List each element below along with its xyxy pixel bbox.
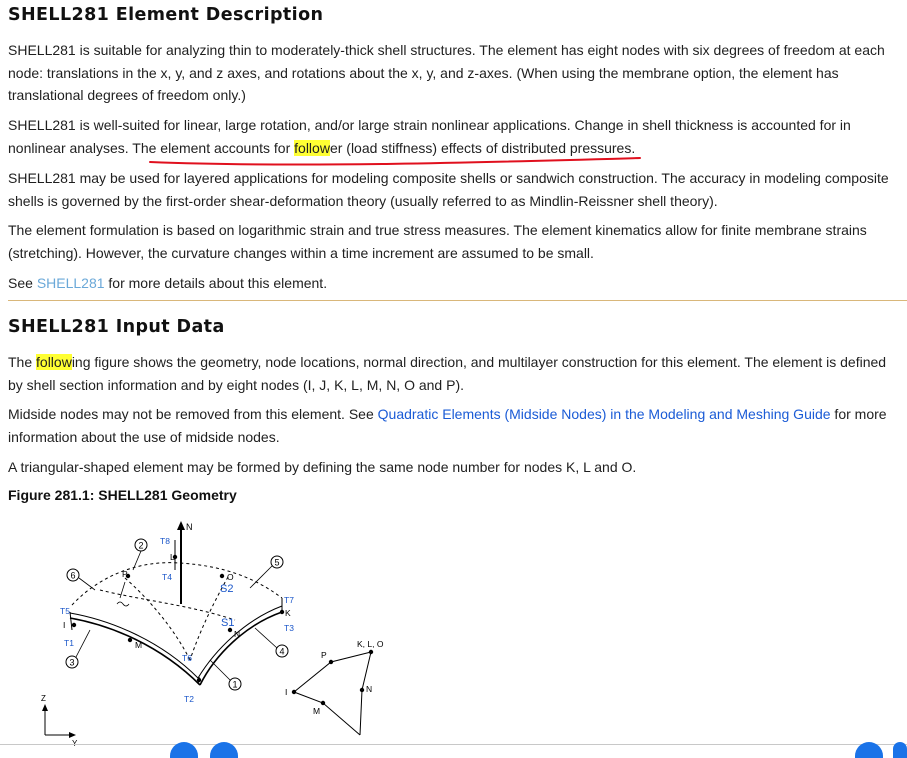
axis-label-z: Z [41,694,46,703]
paragraph-2-text-a: SHELL281 is well-suited for linear, large rotation, and/or large strain nonlinear applications. Change in shell thickness is accounted for in nonlinear analyses. The element accounts for [8,117,851,156]
y-arrow-icon [69,732,76,738]
paragraph-7-text-b: for more information about the use of midside nodes. [8,406,887,445]
label-p: P [122,569,128,579]
label-t1: T1 [64,638,74,648]
node-o [220,574,224,578]
paragraph-6-text-a: The [8,354,37,370]
label-o: O [227,572,234,582]
shell-side-edge [70,612,72,630]
paragraph-4: The element formulation is based on logarithmic strain and true stress measures. The element kinematics allow for finite membrane strains (stretching). However, the curvature changes within a time increment are assumed to be small. [8,222,867,261]
node-m [128,638,132,642]
label-k: K [285,608,291,618]
label-s1: S1 [221,617,235,629]
paragraph-8: A triangular-shaped element may be formed by defining the same node number for nodes K, L and O. [8,459,637,475]
search-highlight: follow [294,139,330,156]
search-highlight: follow [36,354,72,370]
face-label-5: 5 [274,557,280,568]
shell-dashed-line [100,590,235,620]
tri-node-i [292,690,296,694]
leader-line [79,578,95,590]
section-heading-description: SHELL281 Element Description [8,5,324,25]
tri-node-p [329,660,333,664]
label-t7: T7 [284,595,294,605]
label-j: J [196,675,201,685]
paragraph-7-text-a: Midside nodes may not be removed from this element. See [8,406,378,422]
shell-front-edge-left [70,618,200,685]
z-arrow-icon [42,704,48,711]
node-k [280,610,284,614]
label-n-normal: N [186,522,193,532]
tri-node-m [321,701,325,705]
tri-node-n [360,688,364,692]
label-t4: T4 [162,572,172,582]
triangle-edge [294,692,360,735]
tri-label-n: N [366,684,373,694]
face-label-2: 2 [138,540,144,551]
tilde-mark [117,602,129,606]
leader-line [76,630,90,657]
label-i: I [63,620,66,630]
label-t5: T5 [60,606,70,616]
label-n-node: N [234,629,241,639]
paragraph-1: SHELL281 is suitable for analyzing thin to moderately-thick shell structures. The element has eight nodes with six degrees of freedom at each node: translations in the x, y, and z axes, and rotations about the x, y, and z-axes. (When using the membrane option, the element has translational degrees of freedom only.) [8,42,885,103]
label-t3: T3 [284,623,294,633]
tri-label-p: P [321,650,327,660]
midside-nodes-link[interactable]: Quadratic Elements (Midside Nodes) in the Modeling and Meshing Guide [377,406,831,422]
paragraph-3: SHELL281 may be used for layered applications for modeling composite shells or sandwich construction. The accuracy in modeling composite shells is governed by the first-order shear-deformation theory (usually referred to as Mindlin-Reissner shell theory). [8,170,889,209]
label-t6: T6 [182,653,192,663]
tri-label-klo: K, L, O [357,639,384,649]
shell281-link[interactable]: SHELL281 [36,275,105,291]
label-m: M [135,640,143,650]
paragraph-6-text-b: ing figure shows the geometry, node locations, normal direction, and multilayer construction for this element. The element is defined by shell section information and by eight nodes (I, J, K, L, M, N, O and P). [8,354,887,393]
tri-label-i: I [285,687,288,697]
face-label-3: 3 [69,657,75,668]
node-i [72,623,76,627]
leader-line [133,551,141,570]
face-label-1: 1 [232,679,238,690]
label-l: L [170,552,175,562]
label-t8: T8 [160,536,170,546]
paragraph-2-text-b: er (load stiffness) effects of distributed pressures. [329,139,636,156]
leader-line [255,628,277,648]
figure-caption: Figure 281.1: SHELL281 Geometry [8,487,237,503]
tri-node-klo [369,650,373,654]
tri-label-m: M [313,706,321,716]
face-label-6: 6 [70,570,76,581]
face-label-4: 4 [279,646,285,657]
shell-front-edge-right [200,612,285,685]
normal-arrow-icon [177,521,185,530]
nav-button-menu[interactable] [893,742,907,758]
section-heading-input-data: SHELL281 Input Data [8,317,225,337]
triangle-edge [294,652,371,692]
label-t2: T2 [184,694,194,704]
paragraph-5-text-a: See [8,275,37,291]
paragraph-5-text-b: for more details about this element. [104,275,328,291]
bottom-toolbar-edge [0,744,907,745]
leader-line [210,660,230,680]
shell-back-edge [72,563,282,605]
label-s2: S2 [220,583,234,595]
